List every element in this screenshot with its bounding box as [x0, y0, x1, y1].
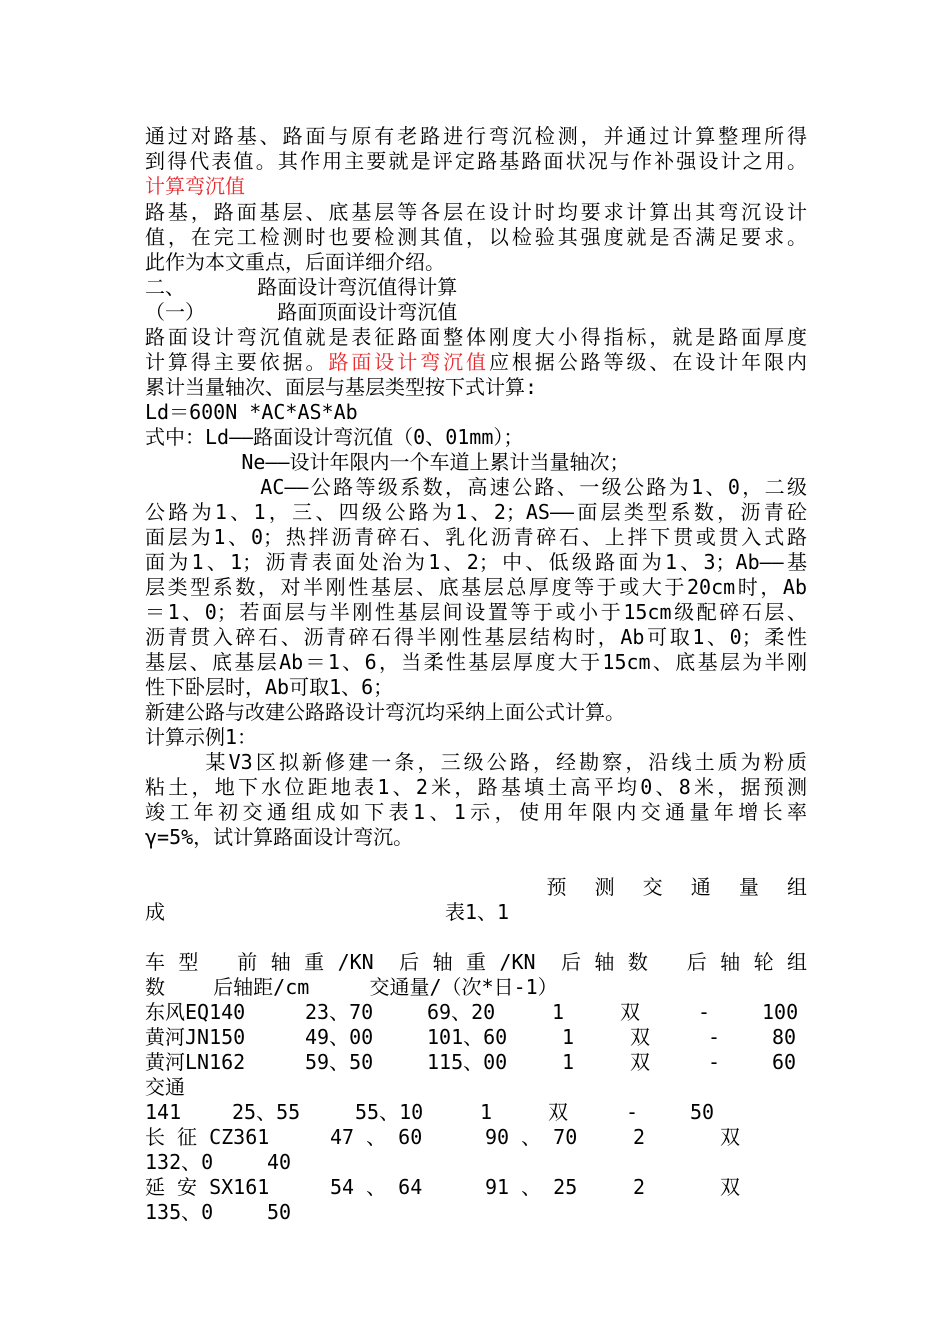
text-line: 到得代表值。其作用主要就是评定路基路面状况与作补强设计之用。: [145, 149, 807, 173]
table-cell: 东风EQ140: [145, 1000, 246, 1024]
text-segment: 计算得主要依据。: [145, 350, 329, 374]
table-cell: 101、60: [427, 1025, 508, 1049]
table-cell: 双: [720, 1125, 740, 1149]
table-row: [145, 1200, 807, 1225]
table-cell: 双: [720, 1175, 740, 1199]
table-caption: 预 测 交 通 量 组: [145, 875, 807, 899]
table-cell: 2: [633, 1125, 646, 1149]
table-cell: 49、00: [305, 1025, 374, 1049]
text-line: γ=5%，试计算路面设计弯沉。: [145, 825, 414, 849]
text-line: ＝1、0；若面层与半刚性基层间设置等于或小于15cm级配碎石层、: [145, 600, 807, 624]
table-cell: 115、00: [427, 1050, 508, 1074]
table-cell: 2: [633, 1175, 646, 1199]
table-row: [145, 1000, 807, 1025]
text-line: 路基，路面基层、底基层等各层在设计时均要求计算出其弯沉设计: [145, 200, 807, 224]
table-cell: 双: [630, 1050, 650, 1074]
text-line: 竣工年初交通组成如下表1、1示，使用年限内交通量年增长率: [145, 800, 807, 824]
table-row: [145, 1100, 807, 1125]
text-line: 值，在完工检测时也要检测其值，以检验其强度就是否满足要求。: [145, 225, 807, 249]
table-cell: 55、10: [355, 1100, 424, 1124]
section-heading: 计算弯沉值: [145, 174, 245, 198]
text-line: 公路为1、1，三、四级公路为1、2；AS——面层类型系数，沥青砼: [145, 500, 807, 524]
text-line: [145, 350, 807, 375]
text-line: 路面设计弯沉值就是表征路面整体刚度大小得指标，就是路面厚度: [145, 325, 807, 349]
text-line: 粘土，地下水位距地表1、2米，路基填土高平均0、8米，据预测: [145, 775, 807, 799]
table-cell: 25、55: [232, 1100, 301, 1124]
table-cell: -: [708, 1025, 721, 1049]
table-header: 数 后轴距/cm 交通量/（次*日-1）: [145, 975, 558, 999]
table-cell: 1: [562, 1050, 575, 1074]
table-cell: 黄河JN150: [145, 1025, 246, 1049]
table-cell: 80: [772, 1025, 797, 1049]
text-line: 累计当量轴次、面层与基层类型按下式计算:: [145, 375, 538, 399]
table-cell: 延 安 SX161: [145, 1175, 270, 1199]
table-cell: 长 征 CZ361: [145, 1125, 270, 1149]
text-line: 基层、底基层Ab＝1、6，当柔性基层厚度大于15cm、底基层为半刚: [145, 650, 807, 674]
table-cell: -: [698, 1000, 711, 1024]
highlighted-term: 路面设计弯沉值: [328, 350, 489, 374]
table-cell: 54 、 64: [330, 1175, 423, 1199]
table-cell: 47 、 60: [330, 1125, 423, 1149]
table-cell: 132、0: [145, 1150, 214, 1174]
table-cell: 60: [772, 1050, 797, 1074]
table-cell: 90 、 70: [485, 1125, 578, 1149]
table-cell: 双: [548, 1100, 568, 1124]
table-cell: 59、50: [305, 1050, 374, 1074]
text-line: 新建公路与改建公路路设计弯沉均采纳上面公式计算。: [145, 700, 625, 724]
table-cell: 黄河LN162: [145, 1050, 246, 1074]
table-cell: 100: [762, 1000, 799, 1024]
text-line: 通过对路基、路面与原有老路进行弯沉检测，并通过计算整理所得: [145, 124, 807, 148]
text-line: 此作为本文重点，后面详细介绍。: [145, 250, 445, 274]
table-cell: 141: [145, 1100, 182, 1124]
section-heading: 二、 路面设计弯沉值得计算: [145, 275, 458, 299]
table-row: [145, 1050, 807, 1075]
table-header: 车型 前轴重/KN 后轴重/KN 后轴数 后轴轮组: [145, 950, 807, 974]
table-cell: 双: [630, 1025, 650, 1049]
table-caption-start: 成: [145, 900, 165, 924]
text-line: 计算示例1：: [145, 725, 258, 749]
table-cell: -: [708, 1050, 721, 1074]
section-heading: （一） 路面顶面设计弯沉值: [145, 300, 458, 324]
text-line: 式中：Ld——路面设计弯沉值（0、01mm）；: [145, 425, 524, 449]
text-line: 沥青贯入碎石、沥青碎石得半刚性基层结构时，Ab可取1、0；柔性: [145, 625, 807, 649]
table-cell: 1: [552, 1000, 565, 1024]
table-cell: 双: [620, 1000, 640, 1024]
text-line: AC——公路等级系数，高速公路、一级公路为1、0，二级: [145, 475, 807, 499]
table-number: 表1、1: [445, 900, 510, 924]
text-segment: 应根据公路等级、在设计年限内: [488, 350, 807, 374]
table-cell: 40: [267, 1150, 292, 1174]
text-line: 性下卧层时，Ab可取1、6；: [145, 675, 394, 699]
table-row: [145, 1075, 807, 1100]
table-cell: 1: [562, 1025, 575, 1049]
table-cell: 50: [267, 1200, 292, 1224]
table-cell: 23、70: [305, 1000, 374, 1024]
table-row: [145, 1125, 807, 1150]
text-line: 面为1、1；沥青表面处治为1、2；中、低级路面为1、3；Ab——基: [145, 550, 807, 574]
table-cell: -: [626, 1100, 639, 1124]
table-cell: 135、0: [145, 1200, 214, 1224]
table-cell: 69、20: [427, 1000, 496, 1024]
text-line: Ne——设计年限内一个车道上累计当量轴次；: [145, 450, 630, 474]
table-caption: [145, 900, 807, 925]
table-cell: 交通: [145, 1075, 185, 1099]
text-line: 层类型系数，对半刚性基层、底基层总厚度等于或大于20cm时，Ab: [145, 575, 807, 599]
table-row: [145, 1150, 807, 1175]
table-cell: 91 、 25: [485, 1175, 578, 1199]
text-line: 某V3区拟新修建一条，三级公路，经勘察，沿线土质为粉质: [145, 750, 807, 774]
table-row: [145, 1175, 807, 1200]
formula: Ld＝600N *AC*AS*Ab: [145, 400, 358, 424]
table-row: [145, 1025, 807, 1050]
table-cell: 1: [480, 1100, 493, 1124]
text-line: 面层为1、0；热拌沥青碎石、乳化沥青碎石、上拌下贯或贯入式路: [145, 525, 807, 549]
table-cell: 50: [690, 1100, 715, 1124]
